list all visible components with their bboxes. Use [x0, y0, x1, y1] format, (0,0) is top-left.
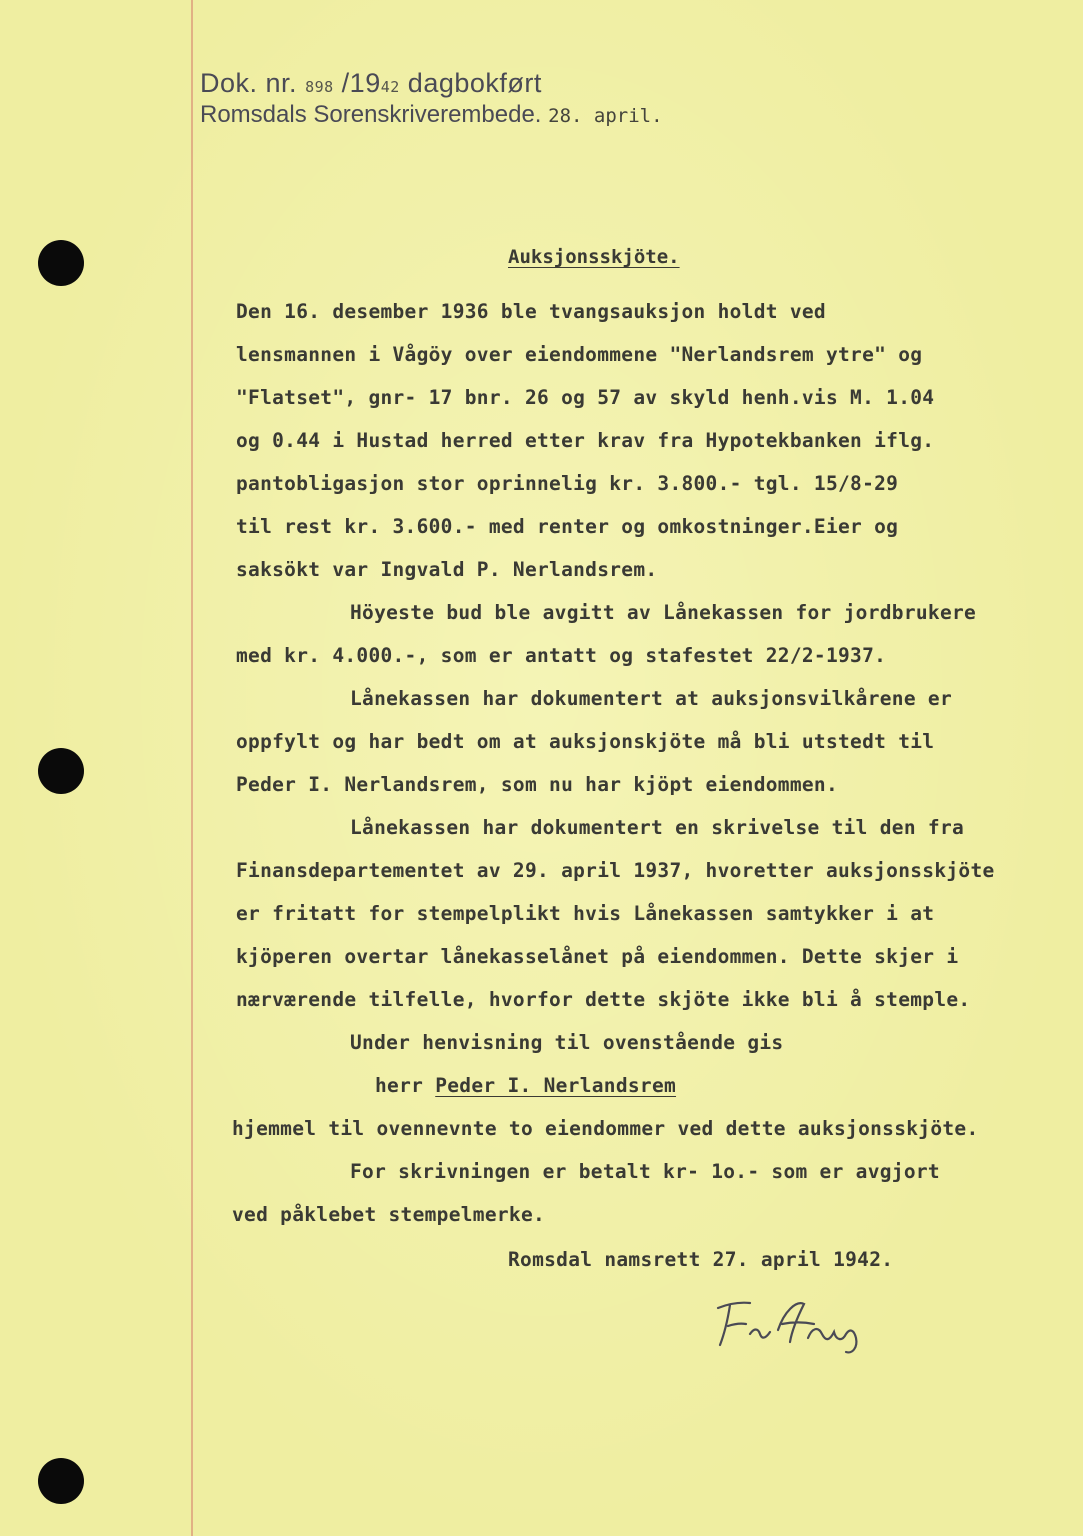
- body-line: Höyeste bud ble avgitt av Lånekassen for jordbrukere: [350, 601, 977, 624]
- document-title: Auksjonsskjöte.: [508, 246, 680, 268]
- body-line: med kr. 4.000.-, som er antatt og stafestet 22/2-1937.: [236, 644, 887, 667]
- punch-hole-top: [38, 240, 84, 286]
- body-line: Den 16. desember 1936 ble tvangsauksjon holdt ved: [236, 300, 826, 323]
- registry-stamp: [200, 70, 663, 127]
- registry-date: 28. april.: [548, 105, 663, 127]
- body-line: Finansdepartementet av 29. april 1937, hvoretter auksjonsskjöte: [236, 859, 995, 882]
- grantee-line: [375, 1074, 676, 1097]
- office-name: Romsdals Sorenskriverembede.: [200, 101, 542, 128]
- body-line: saksökt var Ingvald P. Nerlandsrem.: [236, 558, 658, 581]
- body-line: Lånekassen har dokumentert en skrivelse til den fra: [350, 816, 965, 839]
- stamp-label-dagbokfort: dagbokført: [407, 68, 542, 98]
- body-line: er fritatt for stempelplikt hvis Lånekassen samtykker i at: [236, 902, 935, 925]
- stamp-slash-year: /19: [341, 68, 381, 98]
- body-line: og 0.44 i Hustad herred etter krav fra Hypotekbanken iflg.: [236, 429, 935, 452]
- year-suffix: 42: [380, 78, 400, 96]
- punch-hole-bottom: [38, 1458, 84, 1504]
- body-line: til rest kr. 3.600.- med renter og omkostninger.Eier og: [236, 515, 899, 538]
- stamp-label-doc-nr: Dok. nr.: [200, 68, 298, 98]
- body-line: For skrivningen er betalt kr- 1o.- som er avgjort: [350, 1160, 940, 1183]
- herr-label: herr: [375, 1074, 424, 1097]
- body-line: ved påklebet stempelmerke.: [232, 1203, 546, 1226]
- body-line: pantobligasjon stor oprinnelig kr. 3.800.- tgl. 15/8-29: [236, 472, 899, 495]
- punch-hole-middle: [38, 748, 84, 794]
- body-line: oppfylt og har bedt om at auksjonskjöte må bli utstedt til: [236, 730, 935, 753]
- margin-rule: [191, 0, 193, 1536]
- doc-number: 898: [305, 78, 334, 96]
- place-date: Romsdal namsrett 27. april 1942.: [508, 1248, 894, 1271]
- body-line: hjemmel til ovennevnte to eiendommer ved dette auksjonsskjöte.: [232, 1117, 979, 1140]
- body-line: kjöperen overtar lånekasselånet på eiendommen. Dette skjer i: [236, 945, 959, 968]
- body-line: Lånekassen har dokumentert at auksjonsvilkårene er: [350, 687, 952, 710]
- body-line: lensmannen i Vågöy over eiendommene "Nerlandsrem ytre" og: [236, 343, 923, 366]
- grantee-name: Peder I. Nerlandsrem: [435, 1074, 677, 1097]
- body-line: nærværende tilfelle, hvorfor dette skjöte ikke bli å stemple.: [236, 988, 971, 1011]
- signature-icon: [700, 1290, 890, 1360]
- body-line: Under henvisning til ovenstående gis: [350, 1031, 784, 1054]
- body-line: Peder I. Nerlandsrem, som nu har kjöpt eiendommen.: [236, 773, 838, 796]
- body-line: "Flatset", gnr- 17 bnr. 26 og 57 av skyld henh.vis M. 1.04: [236, 386, 935, 409]
